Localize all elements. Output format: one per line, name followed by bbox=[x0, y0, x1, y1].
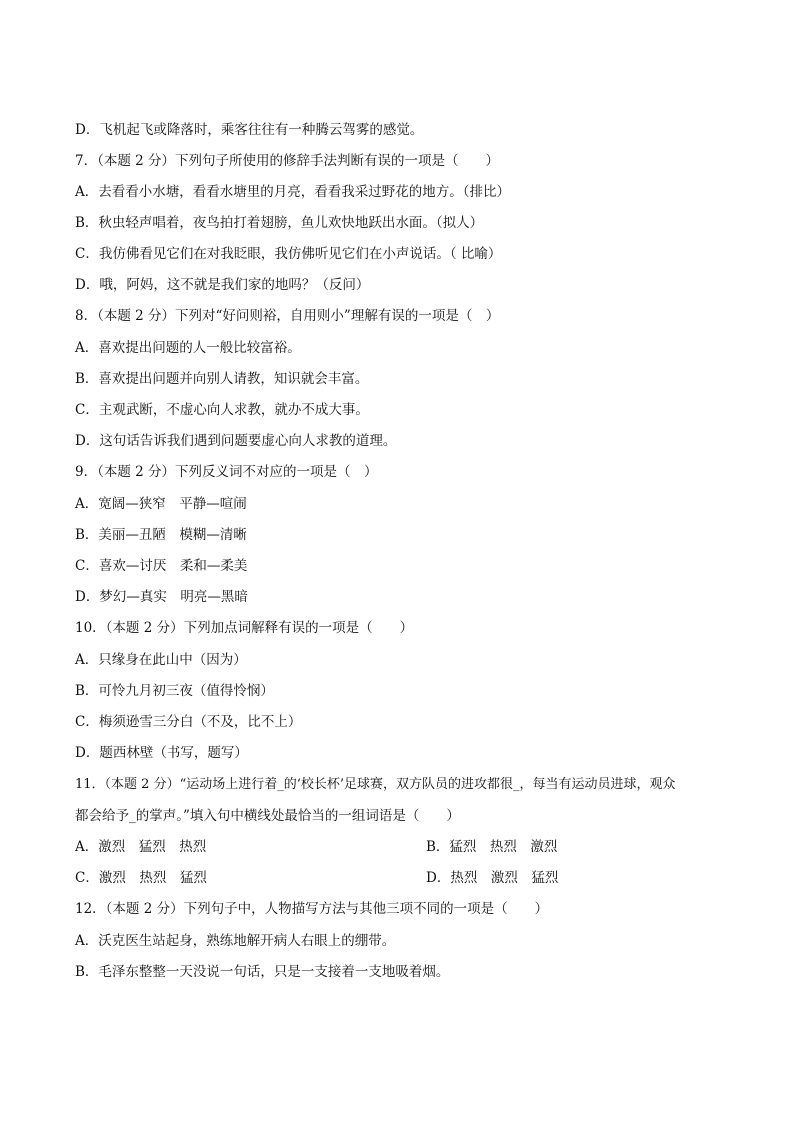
q11-stem-line2: 都会给予_的掌声。”填入句中横线处最恰当的一组词语是（ ） bbox=[75, 808, 460, 824]
q9-option-b: B．美丽—丑陋 模糊—清晰 bbox=[75, 527, 247, 543]
q10-option-b: B．可怜九月初三夜（值得怜悯） bbox=[75, 683, 274, 699]
q10-option-c: C．梅须逊雪三分白（不及，比不上） bbox=[75, 714, 302, 730]
q8-option-c: C．主观武断，不虚心向人求教，就办不成大事。 bbox=[75, 402, 369, 418]
q7-option-a: A．去看看小水塘，看看水塘里的月亮，看看我采过野花的地方。（排比） bbox=[75, 184, 510, 200]
q8-stem: 8．（本题 2 分）下列对“好问则裕，自用则小”理解有误的一项是（ ） bbox=[75, 308, 500, 324]
q11-option-c: C．激烈 热烈 猛烈 bbox=[75, 870, 207, 886]
q12-option-b: B．毛泽东整整一天没说一句话，只是一支接着一支地吸着烟。 bbox=[75, 964, 450, 980]
q11-option-b: B．猛烈 热烈 激烈 bbox=[426, 839, 558, 855]
q11-options-row1 bbox=[75, 837, 734, 857]
q10-option-d: D．题西林壁（书写，题写） bbox=[75, 745, 248, 761]
q7-option-d: D．哦，阿妈，这不就是我们家的地吗？（反问） bbox=[75, 277, 370, 293]
q9-option-a: A．宽阔—狭窄 平静—喧闹 bbox=[75, 496, 247, 512]
q11-options-row2 bbox=[75, 868, 734, 888]
q8-option-b: B．喜欢提出问题并向别人请教，知识就会丰富。 bbox=[75, 371, 369, 387]
q7-option-c: C．我仿佛看见它们在对我眨眼，我仿佛听见它们在小声说话。（ 比喻） bbox=[75, 246, 502, 262]
q8-option-a: A．喜欢提出问题的人一般比较富裕。 bbox=[75, 340, 301, 356]
q9-stem: 9．（本题 2 分）下列反义词不对应的一项是（ ） bbox=[75, 464, 378, 480]
q12-option-a: A．沃克医生站起身，熟练地解开病人右眼上的绷带。 bbox=[75, 933, 396, 949]
q9-option-d: D．梦幻—真实 明亮—黑暗 bbox=[75, 589, 248, 605]
q7-option-b: B．秋虫轻声唱着，夜鸟拍打着翅膀，鱼儿欢快地跃出水面。（拟人） bbox=[75, 215, 484, 231]
q8-option-d: D．这句话告诉我们遇到问题要虚心向人求教的道理。 bbox=[75, 433, 397, 449]
q10-stem: 10．（本题 2 分）下列加点词解释有误的一项是（ ） bbox=[75, 620, 414, 636]
q10-option-a: A．只缘身在此山中（因为） bbox=[75, 652, 247, 668]
q11-option-a: A．激烈 猛烈 热烈 bbox=[75, 839, 207, 855]
q9-option-c: C．喜欢—讨厌 柔和—柔美 bbox=[75, 558, 248, 574]
q6-option-d: D．飞机起飞或降落时，乘客往往有一种腾云驾雾的感觉。 bbox=[75, 122, 424, 138]
q7-stem: 7．（本题 2 分）下列句子所使用的修辞手法判断有误的一项是（ ） bbox=[75, 153, 500, 169]
q11-option-d: D．热烈 激烈 猛烈 bbox=[426, 870, 559, 886]
q12-stem: 12．（本题 2 分）下列句子中，人物描写方法与其他三项不同的一项是（ ） bbox=[75, 901, 549, 917]
q11-stem-line1: 11．（本题 2 分）“运动场上进行着_的‘校长杯’足球赛，双方队员的进攻都很_，每当有运动员进球，观众 bbox=[75, 777, 676, 792]
